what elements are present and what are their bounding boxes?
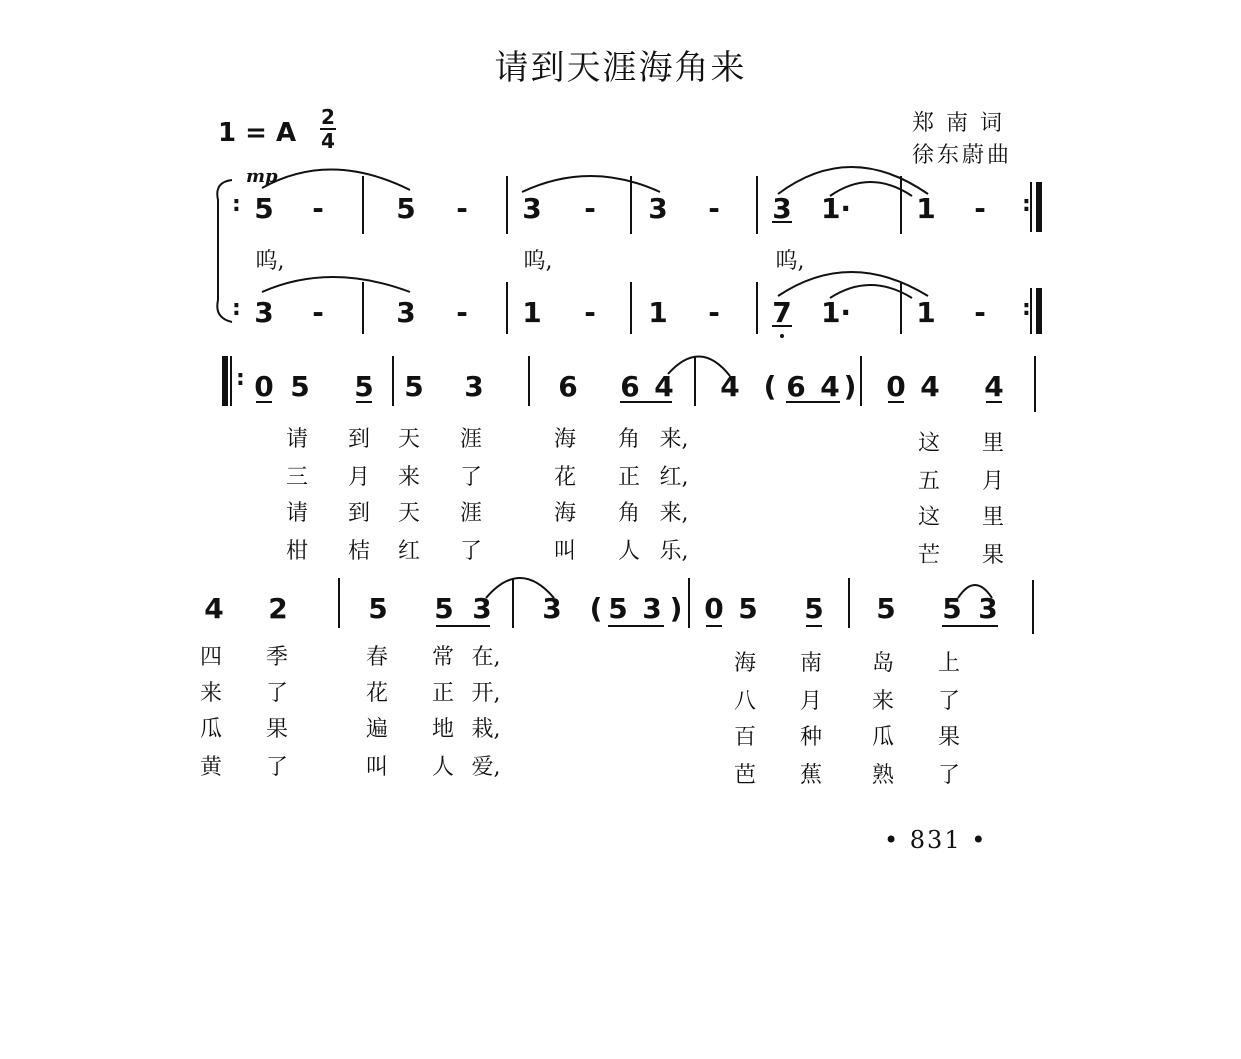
lyric: 来 [871,689,894,714]
lyric: 果 [981,543,1004,568]
note: 5 [354,370,374,403]
lyric: 天 [397,427,420,452]
lyric: 花 [553,465,576,490]
lyric: 熟 [871,763,894,788]
lyric: 地 [431,717,454,742]
note: 3 [642,592,662,625]
barline [694,356,696,406]
lyric: 瓜 [199,717,222,742]
lyric: 栽, [471,717,501,742]
lyric: 来, [659,501,689,526]
note: 3 [772,192,792,225]
slur-1 [262,169,410,190]
note: 5 [942,592,962,625]
note: 4 [204,592,224,625]
lyric: 花 [365,681,388,706]
repeat-start: : [236,366,245,391]
note: 3 [396,296,416,329]
lower-octave-dot [780,334,784,338]
slur-6 [778,272,928,296]
note: - [974,296,986,329]
lyric: 叫 [365,755,388,780]
lyric: 开, [471,681,501,706]
paren-close: ) [669,592,683,625]
lyric: 人 [617,539,640,564]
lyric: 涯 [459,501,482,526]
lyric: 南 [799,651,822,676]
barline [230,356,232,406]
lyric: 月 [799,689,822,714]
lyric: 里 [981,431,1004,456]
repeat-start-barline [222,356,228,406]
key-signature: 1 = A [218,118,297,148]
lyric: 呜, [523,249,553,274]
lyric: 来 [199,681,222,706]
lyric: 三 [285,465,308,490]
note: 5 [368,592,388,625]
note: 6 [558,370,578,403]
note: - [584,192,596,225]
lyric: 里 [981,505,1004,530]
note: - [708,296,720,329]
lyric: 正 [431,681,454,706]
lyric: 在, [471,645,501,670]
lyricist-credit: 郑南词 [912,111,1015,136]
lyric: 红, [659,465,689,490]
note: - [312,192,324,225]
note: 5 [804,592,824,625]
note: 5 [254,192,274,225]
note: 5 [396,192,416,225]
system-brace [217,180,232,322]
lyric: 遍 [365,717,388,742]
barline [630,176,632,234]
note: 4 [720,370,740,403]
note: 5 [404,370,424,403]
note: 3 [522,192,542,225]
note: 4 [654,370,674,403]
note: 0 [704,592,724,625]
lyric: 来 [397,465,420,490]
note: - [312,296,324,329]
barline [630,282,632,334]
time-signature-denominator: 4 [321,129,335,153]
lyric: 月 [347,465,370,490]
final-barline [1036,288,1042,334]
barline [900,176,902,234]
lyric: 八 [733,689,756,714]
barline [392,356,394,406]
lyric: 月 [981,469,1004,494]
repeat-end: : [1022,192,1031,217]
note: 3 [464,370,484,403]
slur-3 [778,167,928,194]
note: 5 [738,592,758,625]
lyric: 爱, [471,755,501,780]
lyric: 了 [937,689,960,714]
barline [848,578,850,628]
lyric: 芭 [733,763,756,788]
composer-credit: 徐东蔚曲 [912,143,1013,168]
lyric: 涯 [459,427,482,452]
lyric: 春 [365,645,388,670]
note: - [456,296,468,329]
lyric: 常 [431,645,454,670]
repeat-start: : [232,192,241,217]
slur-5 [262,277,410,292]
lyric: 上 [937,651,960,676]
lyric: 呜, [775,249,805,274]
note: 1· [820,192,852,225]
barline [1032,580,1034,634]
note: 2 [268,592,288,625]
lyric: 到 [347,501,370,526]
note: 6 [620,370,640,403]
lyric: 果 [265,717,288,742]
lyric: 百 [733,725,756,750]
lyric: 海 [553,501,576,526]
lyric: 果 [937,725,960,750]
lyric: 季 [265,645,288,670]
lyric: 乐, [659,539,689,564]
lyric: 了 [937,763,960,788]
lyric: 人 [431,755,454,780]
lyric: 了 [459,465,482,490]
final-barline [1036,182,1042,232]
paren-open: ( [589,592,603,625]
lyric: 叫 [553,539,576,564]
dynamic-marking: mp [246,166,278,187]
lyric: 岛 [871,651,894,676]
note: 6 [786,370,806,403]
lyric: 了 [265,755,288,780]
note: 1 [916,192,936,225]
lyric: 了 [265,681,288,706]
lyric: 正 [617,465,640,490]
barline [506,176,508,234]
note: 1 [648,296,668,329]
lyric: 桔 [347,539,370,564]
song-title: 请到天涯海角来 [494,48,747,88]
note: 5 [876,592,896,625]
lyric: 四 [199,645,222,670]
note: 3 [978,592,998,625]
lyric: 瓜 [871,725,894,750]
lyric: 黄 [199,755,222,780]
paren-close: ) [843,370,857,403]
barline [362,282,364,334]
note: 3 [542,592,562,625]
lyric: 芒 [917,543,940,568]
lyric: 角 [617,501,640,526]
note: - [974,192,986,225]
lyric: 这 [917,431,940,456]
note: 3 [472,592,492,625]
lyric: 海 [733,651,756,676]
note: 4 [984,370,1004,403]
lyric: 呜, [255,249,285,274]
lyric: 红 [397,539,420,564]
note: 5 [434,592,454,625]
barline [900,282,902,334]
lyric: 到 [347,427,370,452]
lyric: 这 [917,505,940,530]
barline [338,578,340,628]
repeat-start: : [232,296,241,321]
lyric: 海 [553,427,576,452]
note: - [584,296,596,329]
note: 3 [648,192,668,225]
barline [362,176,364,234]
repeat-end: : [1022,296,1031,321]
barline [512,578,514,628]
note: 1 [522,296,542,329]
lyric: 了 [459,539,482,564]
barline [756,282,758,334]
slur-2 [522,176,660,192]
lyric: 来, [659,427,689,452]
note: 4 [820,370,840,403]
note: 1· [820,296,852,329]
note: 0 [254,370,274,403]
note: 1 [916,296,936,329]
lyric: 角 [617,427,640,452]
note: 5 [290,370,310,403]
note: - [708,192,720,225]
note: - [456,192,468,225]
lyric: 种 [799,725,822,750]
barline [688,578,690,628]
lyric: 请 [285,427,308,452]
note: 0 [886,370,906,403]
note: 5 [608,592,628,625]
lyric: 天 [397,501,420,526]
paren-open: ( [763,370,777,403]
barline [756,176,758,234]
lyric: 请 [285,501,308,526]
barline [506,282,508,334]
lyric: 五 [917,469,940,494]
lyric: 柑 [285,539,308,564]
page-number: • 831 • [884,826,988,854]
time-signature-numerator: 2 [321,105,335,129]
barline [528,356,530,406]
note: 4 [920,370,940,403]
note: 7 [772,296,792,329]
barline [1034,356,1036,412]
note: 3 [254,296,274,329]
lyric: 蕉 [799,763,822,788]
